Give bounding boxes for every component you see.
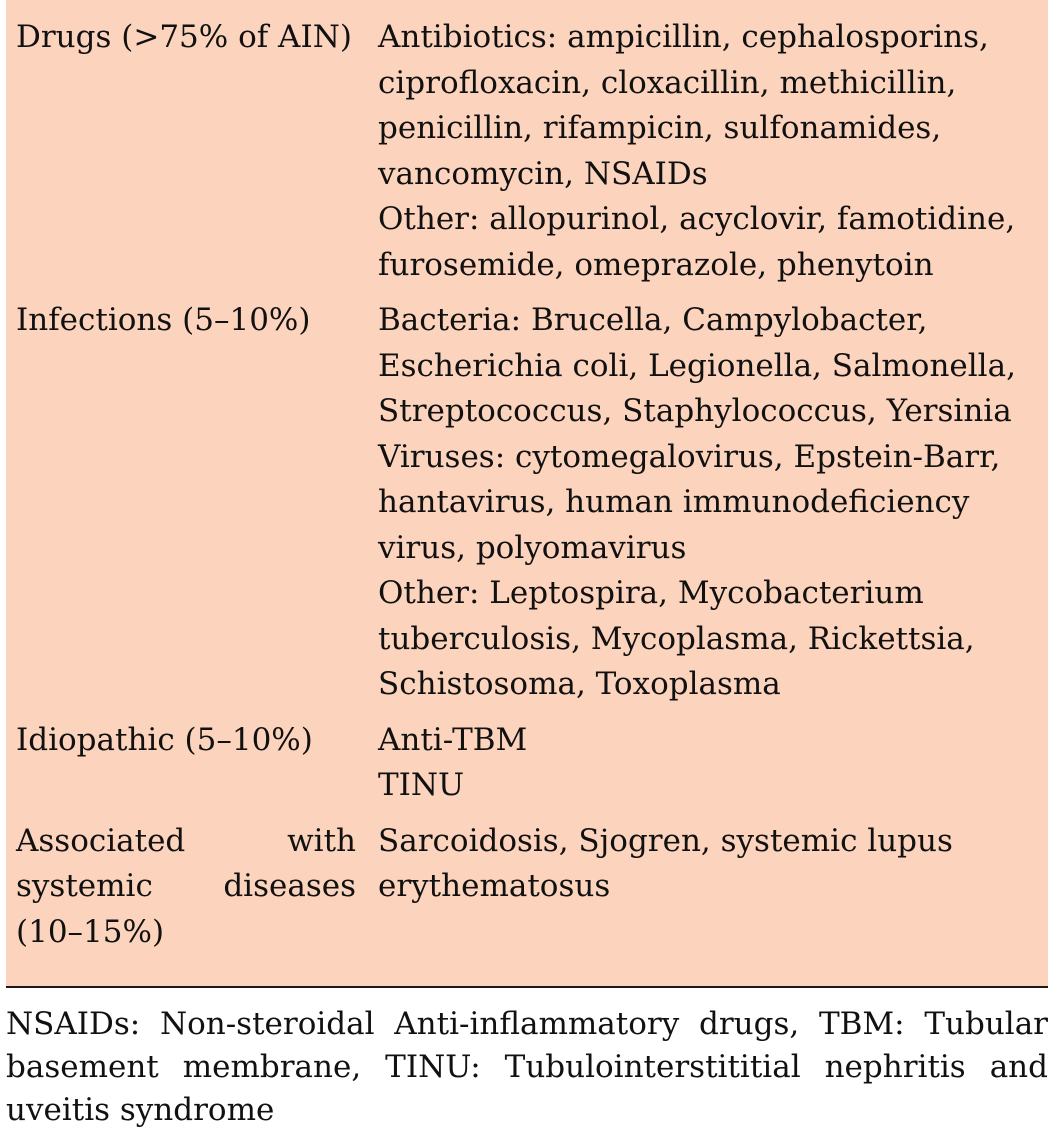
- detail-line: TINU: [378, 767, 465, 803]
- detail-line: Viruses: cytomegalovirus, Epstein-Barr, hantavirus, human immunodeficiency virus, polyomavirus: [378, 438, 1001, 566]
- table-row: [6, 298, 1048, 718]
- causes-table: [6, 0, 1048, 988]
- detail-line: Other: allopurinol, acyclovir, famotidine, furosemide, omeprazole, phenytoin: [378, 201, 1016, 283]
- detail-line: Anti-TBM: [378, 721, 528, 758]
- table-row: [6, 819, 1048, 956]
- detail-line: Bacteria: Brucella, Campylobacter, Escherichia coli, Legionella, Salmonella, Streptococcus, Staphylococcus, Yersinia: [378, 302, 1016, 429]
- detail-line: Other: Leptospira, Mycobacterium tuberculosis, Mycoplasma, Rickettsia, Schistosoma, Toxoplasma: [378, 575, 975, 702]
- table-row: [6, 718, 1048, 819]
- row-category: Infections (5–10%): [16, 302, 311, 338]
- table-row: [6, 0, 1048, 298]
- row-details: [364, 718, 1048, 819]
- row-details: [364, 0, 1048, 298]
- row-details: [364, 819, 1048, 956]
- row-category: Associated with systemic diseases (10–15%): [16, 822, 356, 950]
- detail-line: Antibiotics: ampicillin, cephalosporins, ciprofloxacin, cloxacillin, methicillin, penicillin, rifampicin, sulfonamides, vancomycin, NSAIDs: [378, 19, 989, 192]
- table-footnote: NSAIDs: Non-steroidal Anti-inflammatory drugs, TBM: Tubular basement membrane, TINU: Tubulointerstititial nephritis and uveitis syndrome: [6, 1006, 1048, 1128]
- row-category: Drugs (>75% of AIN): [16, 19, 352, 55]
- detail-line: Sarcoidosis, Sjogren, systemic lupus erythematosus: [378, 822, 953, 904]
- row-details: [364, 298, 1048, 718]
- row-category: Idiopathic (5–10%): [16, 721, 313, 758]
